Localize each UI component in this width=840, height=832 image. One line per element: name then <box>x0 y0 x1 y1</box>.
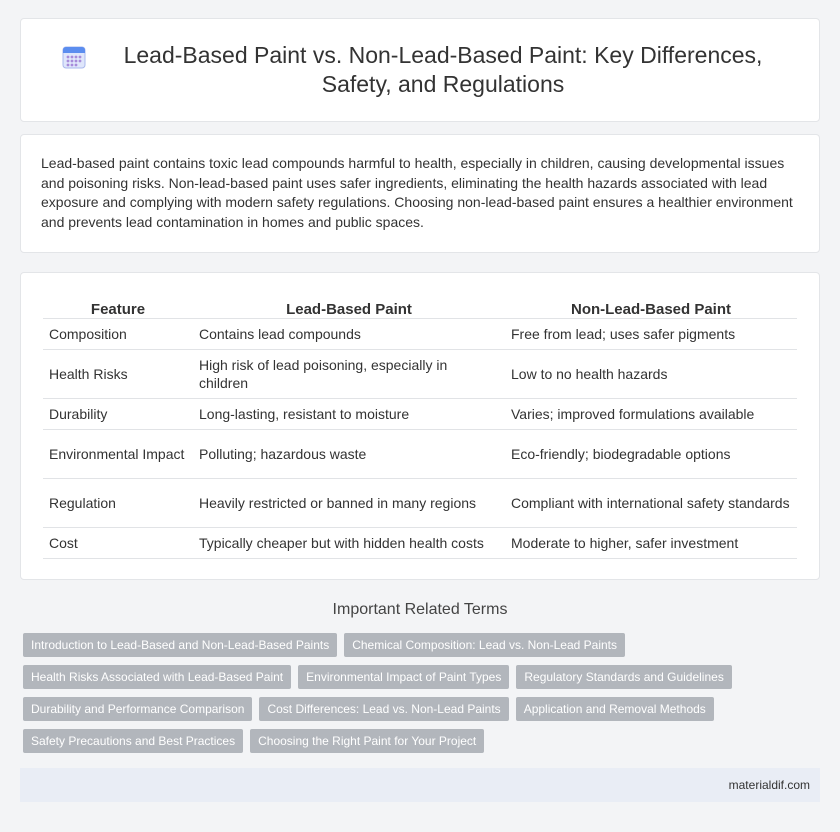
related-terms-heading: Important Related Terms <box>332 601 508 618</box>
lead-based-cell: Contains lead compounds <box>193 318 505 349</box>
related-term-tag[interactable]: Safety Precautions and Best Practices <box>23 729 243 753</box>
table-row <box>43 527 797 558</box>
non-lead-based-cell: Low to no health hazards <box>505 349 797 398</box>
calendar-icon <box>61 44 87 70</box>
non-lead-based-cell: Moderate to higher, safer investment <box>505 527 797 558</box>
related-term-tag[interactable]: Application and Removal Methods <box>516 697 714 721</box>
non-lead-based-cell: Eco-friendly; biodegradable options <box>505 429 797 478</box>
table-row <box>43 429 797 478</box>
related-term-tag[interactable]: Chemical Composition: Lead vs. Non-Lead Paints <box>344 633 625 657</box>
intro-paragraph: Lead-based paint contains toxic lead compounds harmful to health, especially in children, causing developmental issues and poisoning risks. Non-lead-based paint uses safer ingredients, eliminating the health hazards associated with lead exposure and complying with modern safety regulations. Choosing non-lead-based paint ensures a healthier environment and prevents lead contamination in homes and public spaces. <box>41 155 793 230</box>
feature-cell: Durability <box>43 398 193 429</box>
comparison-table <box>43 295 797 559</box>
feature-cell: Health Risks <box>43 349 193 398</box>
non-lead-based-cell: Free from lead; uses safer pigments <box>505 318 797 349</box>
comparison-table-card <box>20 272 820 580</box>
page-title: Lead-Based Paint vs. Non-Lead-Based Paint: Key Differences, Safety, and Regulations <box>123 42 763 97</box>
title-card <box>20 18 820 122</box>
header-feature: Feature <box>90 300 146 318</box>
related-term-tag[interactable]: Health Risks Associated with Lead-Based Paint <box>23 665 291 689</box>
lead-based-cell: Polluting; hazardous waste <box>193 429 505 478</box>
feature-cell: Composition <box>43 318 193 349</box>
table-row <box>43 349 797 398</box>
lead-based-cell: Typically cheaper but with hidden health costs <box>193 527 505 558</box>
lead-based-cell: Long-lasting, resistant to moisture <box>193 398 505 429</box>
non-lead-based-cell: Varies; improved formulations available <box>505 398 797 429</box>
intro-card <box>20 134 820 253</box>
related-term-tag[interactable]: Environmental Impact of Paint Types <box>298 665 509 689</box>
lead-based-cell: Heavily restricted or banned in many regions <box>193 478 505 527</box>
table-row <box>43 478 797 527</box>
related-term-tag[interactable]: Regulatory Standards and Guidelines <box>516 665 731 689</box>
site-link[interactable]: materialdif.com <box>728 778 810 792</box>
related-term-tag[interactable]: Choosing the Right Paint for Your Project <box>250 729 484 753</box>
related-term-tag[interactable]: Cost Differences: Lead vs. Non-Lead Paints <box>259 697 508 721</box>
feature-cell: Environmental Impact <box>43 429 193 478</box>
feature-cell: Regulation <box>43 478 193 527</box>
header-lead-based: Lead-Based Paint <box>286 300 412 318</box>
lead-based-cell: High risk of lead poisoning, especially in children <box>193 349 505 398</box>
table-row <box>43 398 797 429</box>
related-term-tag[interactable]: Durability and Performance Comparison <box>23 697 252 721</box>
feature-cell: Cost <box>43 527 193 558</box>
table-header-row <box>43 295 797 318</box>
non-lead-based-cell: Compliant with international safety standards <box>505 478 797 527</box>
header-non-lead-based: Non-Lead-Based Paint <box>570 300 732 318</box>
related-terms-list <box>23 633 823 761</box>
table-row <box>43 318 797 349</box>
footer <box>20 768 820 802</box>
related-term-tag[interactable]: Introduction to Lead-Based and Non-Lead-Based Paints <box>23 633 337 657</box>
